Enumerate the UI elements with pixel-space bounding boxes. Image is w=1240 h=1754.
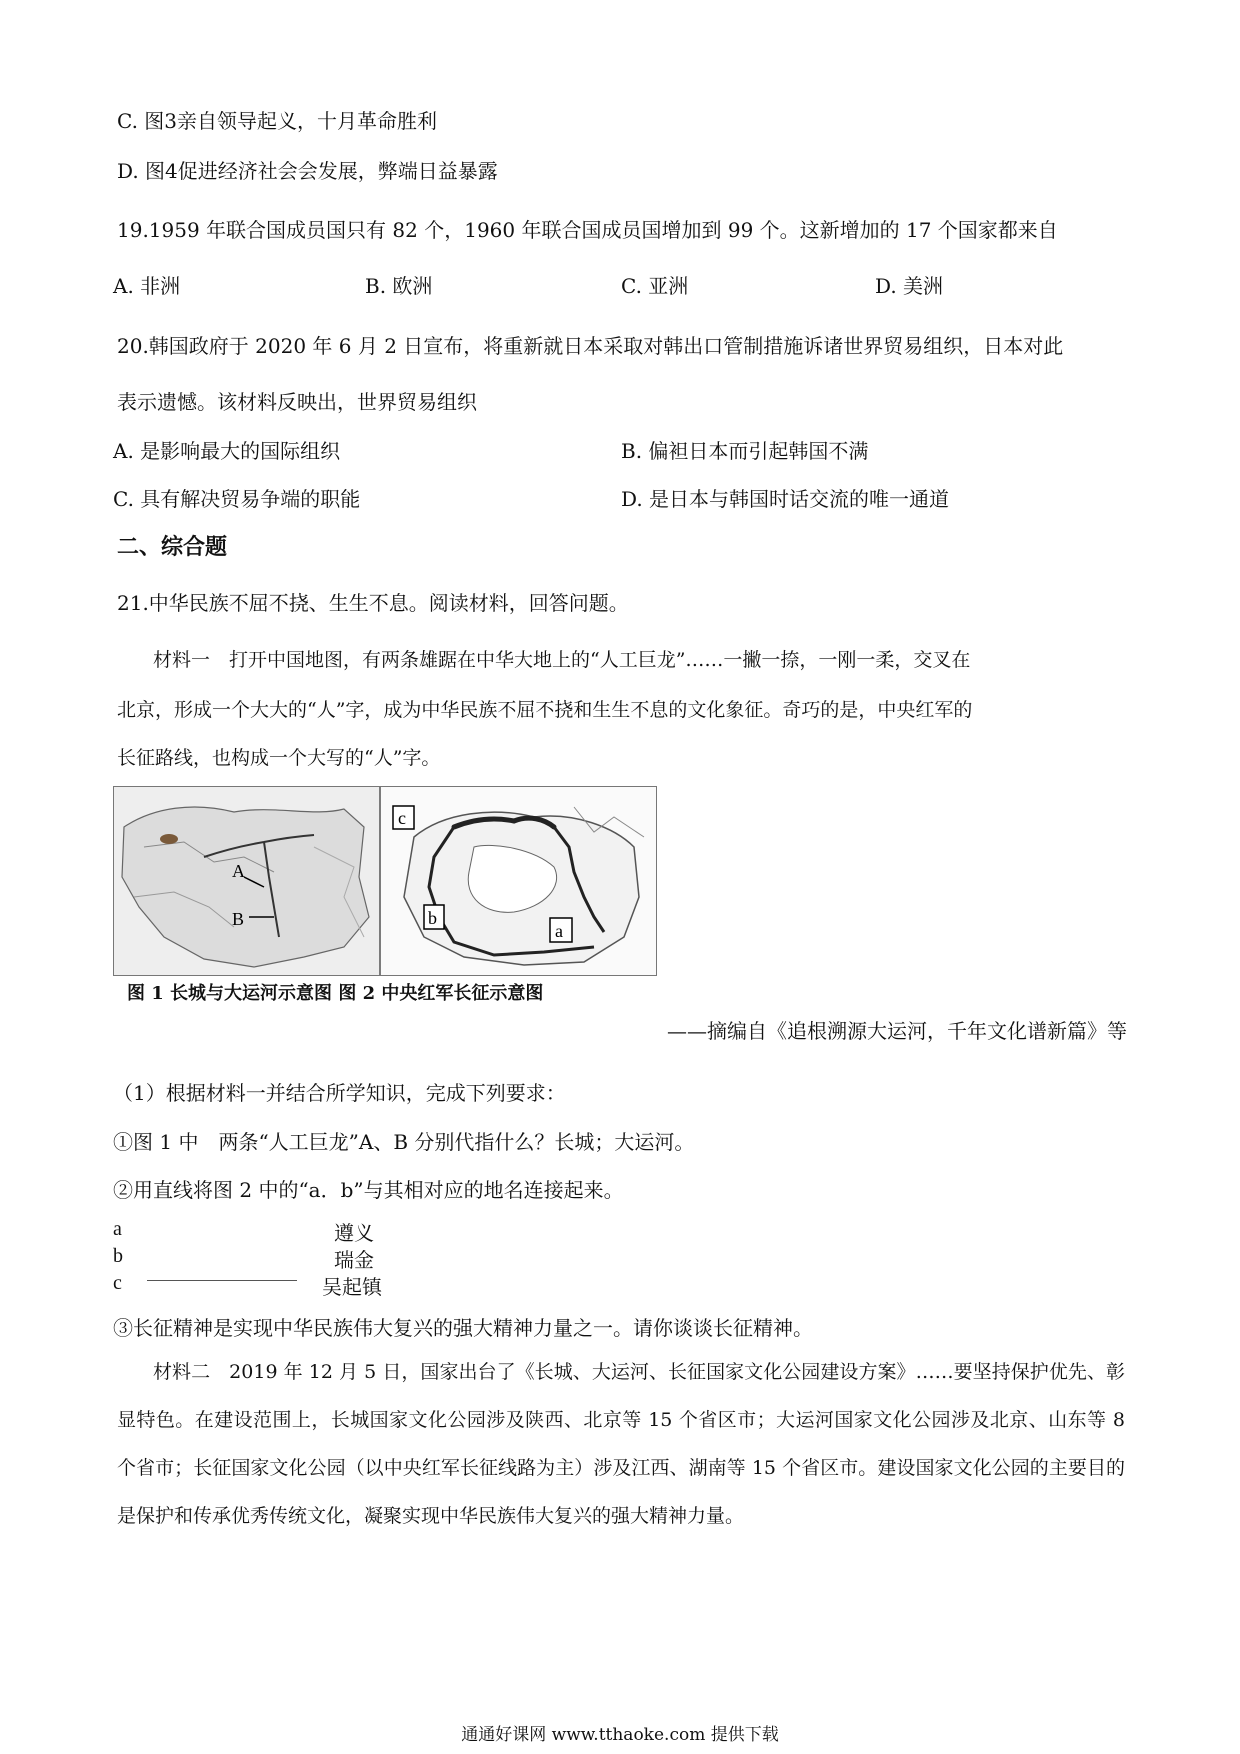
figure1-label-a: A — [232, 861, 245, 881]
part1-intro: （1）根据材料一并结合所学知识，完成下列要求： — [113, 1081, 566, 1105]
q19-option-d: D. 美洲 — [875, 274, 944, 298]
match-connector-line — [147, 1280, 297, 1281]
page-footer: 通通好课网 www.tthaoke.com 提供下载 — [461, 1725, 779, 1745]
match-place-ruijin: 瑞金 — [334, 1248, 374, 1272]
part1-item1: ①图 1 中 两条“人工巨龙”A、B 分别代指什么？长城；大运河。 — [113, 1130, 695, 1154]
match-key-c: c — [113, 1272, 122, 1294]
q20-stem-line1: 20.韩国政府于 2020 年 6 月 2 日宣布，将重新就日本采取对韩出口管制措施诉诸世界贸易组织，日本对此 — [117, 334, 1064, 358]
material2-paragraph: 材料二 2019 年 12 月 5 日，国家出台了《长城、大运河、长征国家文化公园建设方案》……要坚持保护优先、彰显特色。在建设范围上，长城国家文化公园涉及陕西、北京等 15 个省区市；大运河国家文化公园涉及北京、山东等 8 个省市；长征国家文化公园（以中央红军长征线路为主）涉及江西、湖南等 15 个省区市。建设国家文化公园的主要目的是保护和传承优秀传统文化，凝聚实现中华民族伟大复兴的强大精神力量。 — [117, 1361, 1125, 1527]
q20-option-b: B. 偏袒日本而引起韩国不满 — [621, 439, 869, 463]
q18-option-c: C. 图3亲自领导起义，十月革命胜利 — [117, 109, 438, 133]
q20-option-a: A. 是影响最大的国际组织 — [113, 439, 341, 463]
figure2-label-c: c — [398, 808, 406, 828]
q20-option-d: D. 是日本与韩国时话交流的唯一通道 — [621, 487, 950, 511]
map-figures-svg — [114, 787, 656, 975]
match-place-wuqizhen: 吴起镇 — [322, 1275, 382, 1299]
q18-option-d: D. 图4促进经济社会会发展，弊端日益暴露 — [117, 159, 498, 183]
figure2-label-b: b — [428, 908, 437, 928]
material1-line2: 北京，形成一个大大的“人”字，成为中华民族不屈不挠和生生不息的文化象征。奇巧的是，中央红军的 — [117, 699, 973, 721]
q19-stem: 19.1959 年联合国成员国只有 82 个，1960 年联合国成员国增加到 99 个。这新增加的 17 个国家都来自 — [117, 218, 1058, 242]
material1-line1: 材料一 打开中国地图，有两条雄踞在中华大地上的“人工巨龙”……一撇一捺，一刚一柔，交叉在 — [153, 649, 971, 671]
material1-line3: 长征路线，也构成一个大写的“人”字。 — [117, 747, 441, 769]
figure-caption: 图 1 长城与大运河示意图 图 2 中央红军长征示意图 — [127, 983, 544, 1004]
match-key-b: b — [113, 1245, 123, 1267]
q20-option-c: C. 具有解决贸易争端的职能 — [113, 487, 361, 511]
material-source: ——摘编自《追根溯源大运河，千年文化谱新篇》等 — [667, 1019, 1127, 1043]
q19-option-c: C. 亚洲 — [621, 274, 689, 298]
q19-option-a: A. 非洲 — [113, 274, 181, 298]
q19-option-b: B. 欧洲 — [365, 274, 433, 298]
figure2-label-a: a — [555, 921, 563, 941]
match-place-zunyi: 遵义 — [334, 1221, 374, 1245]
part1-item3: ③长征精神是实现中华民族伟大复兴的强大精神力量之一。请你谈谈长征精神。 — [113, 1316, 813, 1340]
figure1-label-b: B — [232, 909, 245, 929]
section-title: 二、综合题 — [117, 534, 228, 560]
q20-stem-line2: 表示遗憾。该材料反映出，世界贸易组织 — [117, 390, 477, 414]
part1-item2: ②用直线将图 2 中的“a．b”与其相对应的地名连接起来。 — [113, 1178, 624, 1202]
figure1-highlight-region — [160, 834, 178, 844]
map-figures — [113, 786, 657, 976]
match-key-a: a — [113, 1218, 122, 1240]
q21-stem: 21.中华民族不屈不挠、生生不息。阅读材料，回答问题。 — [117, 591, 629, 615]
